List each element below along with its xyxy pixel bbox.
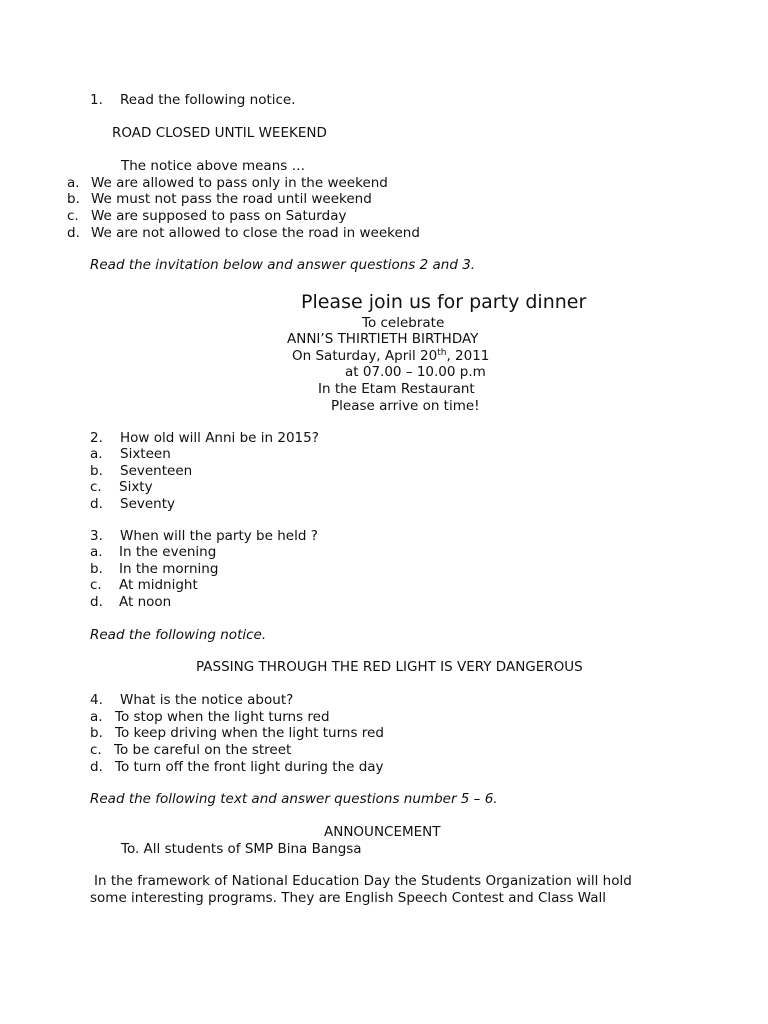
q2-stem: How old will Anni be in 2015? [120, 430, 319, 446]
option-text: We are not allowed to close the road in weekend [91, 225, 420, 241]
q3-number: 3. [90, 528, 103, 544]
text-instruction: Read the following text and answer questions number 5 – 6. [90, 791, 498, 807]
q4-number: 4. [90, 692, 103, 708]
q4-line [90, 692, 293, 708]
option-letter: d. [90, 594, 103, 610]
option-text: We are supposed to pass on Saturday [91, 208, 347, 224]
q1-option-c [67, 208, 346, 224]
q3-line [90, 528, 318, 544]
option-letter: c. [90, 479, 102, 495]
option-letter: a. [67, 175, 80, 191]
q4-option-c [90, 742, 291, 758]
option-letter: a. [90, 709, 103, 725]
option-text: To stop when the light turns red [115, 709, 330, 725]
option-letter: d. [90, 496, 103, 512]
option-text: Seventy [120, 496, 176, 512]
q4-option-b [90, 725, 384, 741]
option-text: We are allowed to pass only in the weekend [91, 175, 388, 191]
option-text: In the morning [119, 561, 219, 577]
date-prefix: On Saturday, April 20 [292, 348, 438, 364]
q1-option-d [67, 225, 420, 241]
q3-option-b [90, 561, 218, 577]
option-text: Sixty [119, 479, 153, 495]
q4-stem: What is the notice about? [120, 692, 294, 708]
announcement-recipient: To. All students of SMP Bina Bangsa [121, 841, 362, 857]
invitation-celebrate: To celebrate [362, 315, 445, 331]
option-text: To be careful on the street [114, 742, 292, 758]
invitation-instruction: Read the invitation below and answer questions 2 and 3. [90, 257, 476, 273]
option-text: Sixteen [120, 446, 171, 462]
option-text: In the evening [119, 544, 217, 560]
option-text: At noon [119, 594, 172, 610]
q2-line [90, 430, 319, 446]
option-text: Seventeen [120, 463, 193, 479]
option-letter: b. [90, 463, 103, 479]
q4-option-d [90, 759, 384, 775]
notice2-text: PASSING THROUGH THE RED LIGHT IS VERY DANGEROUS [196, 659, 583, 675]
announcement-body: In the framework of National Education Day the Students Organization will hold some interesting programs. They are English Speech Contest and Class Wall [90, 873, 632, 906]
q1-option-b [67, 191, 372, 207]
option-text: To keep driving when the light turns red [115, 725, 384, 741]
option-letter: d. [67, 225, 80, 241]
q1-line [90, 92, 296, 108]
q1-number: 1. [90, 92, 103, 108]
invitation-headline: Please join us for party dinner [301, 291, 587, 313]
q1-notice: ROAD CLOSED UNTIL WEEKEND [112, 125, 327, 141]
option-letter: d. [90, 759, 103, 775]
option-letter: b. [90, 561, 103, 577]
date-year: , 2011 [446, 348, 490, 364]
q3-stem: When will the party be held ? [120, 528, 318, 544]
option-text: At midnight [119, 577, 198, 593]
invitation-occasion: ANNI’S THIRTIETH BIRTHDAY [287, 331, 479, 347]
option-letter: b. [90, 725, 103, 741]
option-letter: a. [90, 446, 103, 462]
date-ordinal: th [437, 348, 447, 358]
q2-number: 2. [90, 430, 103, 446]
q3-option-c [90, 577, 198, 593]
notice2-instruction: Read the following notice. [90, 627, 267, 643]
option-letter: a. [90, 544, 103, 560]
q3-option-d [90, 594, 171, 610]
q2-option-d [90, 496, 175, 512]
option-text: We must not pass the road until weekend [91, 191, 372, 207]
invitation-date [292, 348, 489, 364]
invitation-time: at 07.00 – 10.00 p.m [345, 364, 486, 380]
q2-option-a [90, 446, 171, 462]
q3-option-a [90, 544, 216, 560]
invitation-note: Please arrive on time! [331, 398, 480, 414]
option-letter: c. [67, 208, 79, 224]
q1-instruction: Read the following notice. [120, 92, 296, 108]
q1-option-a [67, 175, 388, 191]
option-letter: c. [90, 742, 102, 758]
invitation-venue: In the Etam Restaurant [318, 381, 475, 397]
q1-stem: The notice above means … [121, 158, 306, 174]
option-letter: b. [67, 191, 80, 207]
q4-option-a [90, 709, 330, 725]
q2-option-b [90, 463, 192, 479]
option-text: To turn off the front light during the day [115, 759, 384, 775]
q2-option-c [90, 479, 153, 495]
announcement-title: ANNOUNCEMENT [324, 824, 441, 840]
option-letter: c. [90, 577, 102, 593]
